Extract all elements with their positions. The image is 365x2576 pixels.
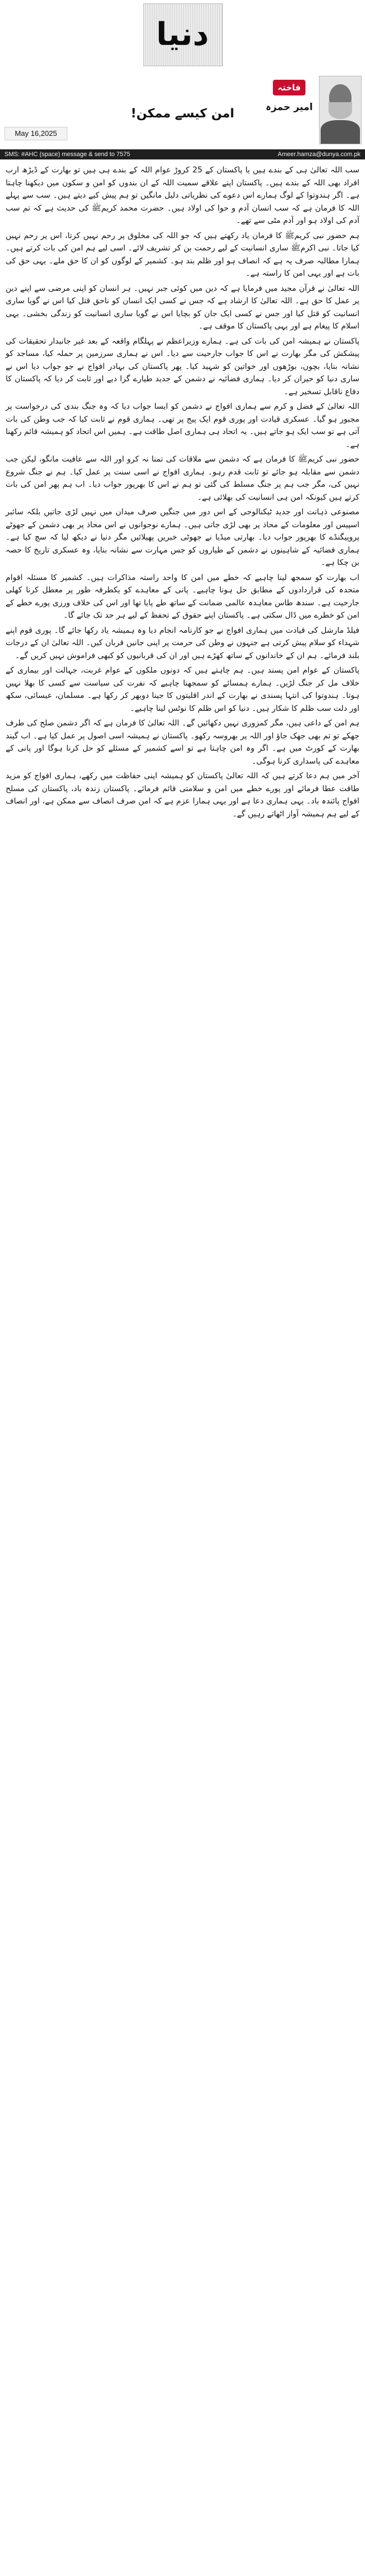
article-paragraph: آخر میں ہم دعا کرتے ہیں کہ اللہ تعالیٰ پاکستان کو ہمیشہ اپنی حفاظت میں رکھے، ہماری افواج کو مزید طاقت عطا فرمائے اور پورے خطے میں امن و سلامتی قائم فرمائے۔ پاکستان زندہ باد، پاکستان کی مسلح افواج پائندہ باد۔ یہی ہماری دعا ہے اور یہی ہمارا عزم ہے کہ امن صرف انصاف سے ممکن ہے، اور انصاف کے لیے ہم ہمیشہ آواز اٹھاتے رہیں گے۔ (6, 771, 359, 819)
article-paragraph: پاکستان نے ہمیشہ امن کی بات کی ہے۔ ہمارے وزیراعظم نے پہلگام واقعہ کے بعد غیر جانبدار تحقیقات کی پیشکش کی مگر بھارت نے اس کا جواب جارحیت سے دیا۔ اس نے ہماری سرزمین پر حملہ کیا، مساجد کو نشانہ بنایا، بچوں، بوڑھوں اور خواتین کو شہید کیا۔ پھر پاکستان کی بہادر افواج نے جو جواب دیا اس نے ساری دنیا کو حیران کر دیا۔ ہماری فضائیہ نے دشمن کے جدید طیارے گرا دیے اور ثابت کر دیا کہ پاکستان کا دفاع ناقابل تسخیر ہے۔ (6, 336, 359, 396)
column-title: امن کیسے ممکن! (130, 107, 235, 121)
contact-bar (0, 149, 365, 159)
article-paragraph: اب بھارت کو سمجھ لینا چاہیے کہ خطے میں امن کا واحد راستہ مذاکرات ہیں۔ کشمیر کا مسئلہ اقوام متحدہ کی قراردادوں کے مطابق حل ہونا چاہیے۔ پانی کے معاہدے کو یکطرفہ طور پر معطل کرنا کھلی جارحیت ہے۔ سندھ طاس معاہدہ عالمی ضمانت کے ساتھ طے پایا تھا اور اس کی خلاف ورزی پورے خطے کے امن کو خطرے میں ڈال سکتی ہے۔ پاکستان اپنے حقوق کے تحفظ کے لیے ہر حد تک جائے گا۔ (6, 573, 359, 620)
article-paragraph: پاکستان کے عوام امن پسند ہیں۔ ہم چاہتے ہیں کہ دونوں ملکوں کے عوام غربت، جہالت اور بیماری کے خلاف مل کر جنگ لڑیں۔ ہمارے ہمسائے کو سمجھنا چاہیے کہ نفرت کی سیاست سے کسی کا بھلا نہیں ہوتا۔ ہندوتوا کی انتہا پسندی نے بھارت کے اندر اقلیتوں کا جینا دوبھر کر رکھا ہے۔ مسلمان، عیسائی، سکھ اور دلت سب ظلم کا شکار ہیں۔ دنیا کو اس ظلم کا نوٹس لینا چاہیے۔ (6, 666, 359, 713)
article-paragraph: ہم امن کے داعی ہیں، مگر کمزوری نہیں دکھائیں گے۔ اللہ تعالیٰ کا فرمان ہے کہ اگر دشمن صلح کی طرف جھکے تو تم بھی جھک جاؤ اور اللہ پر بھروسہ رکھو۔ پاکستان نے ہمیشہ اسی اصول پر عمل کیا ہے۔ اب گیند بھارت کے کورٹ میں ہے۔ اگر وہ امن چاہتا ہے تو اسے کشمیر کے مسئلے کو حل کرنا ہوگا اور پانی کے معاہدے کی پاسداری کرنا ہوگی۔ (6, 719, 359, 766)
author-name: امیر حمزہ (266, 102, 313, 113)
logo-text: دنیا (156, 16, 209, 53)
article-paragraph: اللہ تعالیٰ نے قرآن مجید میں فرمایا ہے کہ دین میں کوئی جبر نہیں۔ ہر انسان کو اپنی مرضی سے اپنے دین پر عمل کا حق ہے۔ اللہ تعالیٰ کا ارشاد ہے کہ جس نے کسی ایک انسان کو ناحق قتل کیا اس نے گویا ساری انسانیت کو قتل کیا اور جس نے کسی ایک جان کو بچایا اس نے گویا ساری انسانیت کو زندگی بخشی۔ یہی اسلام کا پیغام ہے اور یہی پاکستان کا موقف ہے۔ (6, 284, 359, 331)
publish-date: May 16,2025 (15, 129, 57, 138)
newspaper-logo (143, 3, 222, 65)
article-paragraph: ہم حضور نبی کریمﷺ کا فرمان یاد رکھتے ہیں کہ جو اللہ کی مخلوق پر رحم نہیں کرتا، اس پر رحم نہیں کیا جاتا۔ نبی اکرمﷺ ساری انسانیت کے لیے رحمت بن کر تشریف لائے۔ اسی لیے ہم امن کی بات کرتے ہیں۔ ہمارا مطالبہ صرف یہ ہے کہ انصاف ہو اور ظلم بند ہو۔ کشمیر کے لوگوں کو ان کا حق ملے۔ یہی حق کی بات ہے اور یہی امن کا راستہ ہے۔ (6, 231, 359, 278)
column-brand-badge: فاختہ (273, 80, 305, 95)
article-body (6, 164, 359, 823)
sms-instructions: SMS: #AHC (space) message & send to 7575 (4, 151, 130, 158)
portrait-beard (328, 102, 352, 119)
article-paragraph: حضور نبی کریمﷺ کا فرمان ہے کہ دشمن سے ملاقات کی تمنا نہ کرو اور اللہ سے عافیت مانگو، لیکن جب دشمن سے مقابلہ ہو جائے تو ثابت قدم رہو۔ ہماری افواج نے اسی سنت پر عمل کیا۔ ہم نے جنگ شروع نہیں کی، مگر جب ہم پر جنگ مسلط کی گئی تو ہم نے اس کا بھرپور جواب دیا۔ اب ہم پھر امن کی بات کرتے ہیں کیونکہ امن ہی انسانیت کی بھلائی ہے۔ (6, 455, 359, 502)
author-portrait (319, 76, 362, 144)
article-paragraph: سب اللہ تعالیٰ ہی کے بندے ہیں یا پاکستان کے 25 کروڑ عوام اللہ کے بندے ہی ہیں تو بھارت کے ڈیڑھ ارب افراد بھی اللہ کے بندے ہیں۔ پاکستان اپنے علاقے سمیت اللہ کے ان بندوں کو امن و سکون میں دیکھنا چاہتا ہے۔ اگر ہندوتوا کے لوگ ہمارے اس دعوے کی نظریاتی دلیل مانگیں تو ہم پیش کیے دیتے ہیں۔ سب سے پہلے اللہ کا فرمان ہے کہ سب انسان آدم و حوا کی اولاد ہیں۔ حضرت محمد کریمﷺ کی حدیث ہے کہ تم سب آدم کی اولاد ہو اور آدم مٹی سے تھے۔ (6, 166, 359, 225)
author-email[interactable]: Ameer.hamza@dunya.com.pk (277, 151, 361, 158)
masthead (0, 0, 365, 73)
portrait-shoulders (321, 120, 360, 144)
article-paragraph: اللہ تعالیٰ کے فضل و کرم سے ہماری افواج نے دشمن کو ایسا جواب دیا کہ وہ جنگ بندی کی درخواست پر مجبور ہو گیا۔ عسکری قیادت اور پوری قوم ایک پیج پر تھی۔ ہماری قوم نے ثابت کیا کہ جب وطن کی بات آتی ہے تو سب ایک ہو جاتے ہیں۔ یہ اتحاد ہی ہماری اصل طاقت ہے۔ ہمیں اس اتحاد کو ہمیشہ قائم رکھنا ہے۔ (6, 402, 359, 449)
article-paragraph: فیلڈ مارشل کی قیادت میں ہماری افواج نے جو کارنامہ انجام دیا وہ ہمیشہ یاد رکھا جائے گا۔ پوری قوم اپنے شہداء کو سلام پیش کرتی ہے جنہوں نے وطن کی حرمت پر اپنی جانیں قربان کیں۔ اللہ تعالیٰ ان کے درجات بلند فرمائے۔ ہم ان کے خاندانوں کے ساتھ کھڑے ہیں اور ان کی قربانیوں کو کبھی فراموش نہیں کریں گے۔ (6, 625, 359, 660)
article-paragraph: مصنوعی ذہانت اور جدید ٹیکنالوجی کے اس دور میں جنگیں صرف میدان میں نہیں لڑی جاتیں بلکہ سائبر اسپیس اور معلومات کے محاذ پر بھی لڑی جاتی ہیں۔ ہمارے نوجوانوں نے اس محاذ پر بھی دشمن کے جھوٹے پروپیگنڈے کا بھرپور جواب دیا۔ بھارتی میڈیا نے جھوٹی خبریں پھیلائیں مگر دنیا نے دیکھ لیا کہ سچ کیا ہے۔ ہماری فضائیہ کے شاہینوں نے دشمن کے طیاروں کو جس مہارت سے نشانہ بنایا، وہ عسکری تاریخ کا حصہ بن چکا ہے۔ (6, 508, 359, 567)
date-box (4, 127, 67, 140)
